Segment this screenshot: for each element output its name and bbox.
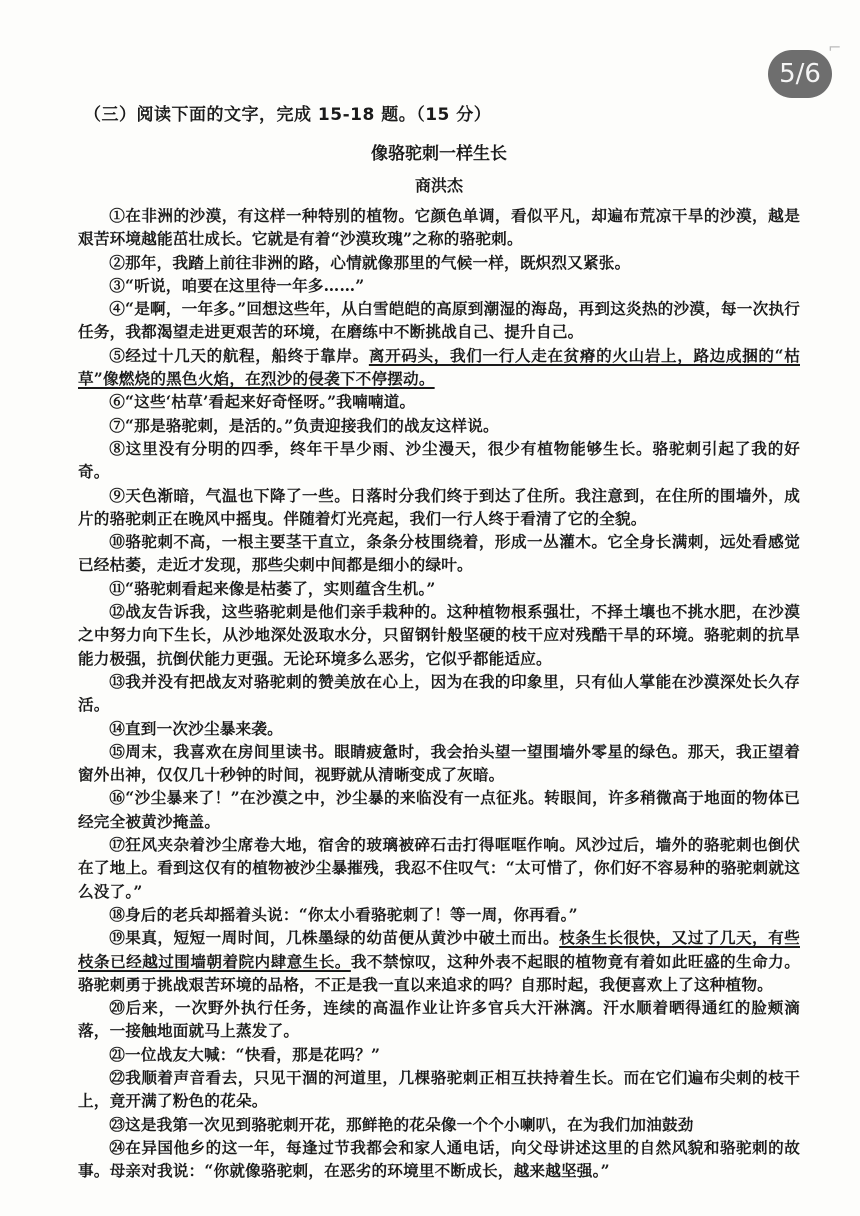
paragraph-1: ①在非洲的沙漠，有这样一种特别的植物。它颜色单调，看似平凡，却遍布荒凉干旱的沙漠，越是艰苦环境越能茁壮成长。它就是有着“沙漠玫瑰”之称的骆驼刺。 [78,206,800,249]
paragraph-8: ⑧这里没有分明的四季，终年干旱少雨、沙尘漫天，很少有植物能够生长。骆驼刺引起了我的好奇。 [78,438,800,482]
paragraph-16: ⑯“沙尘暴来了！”在沙漠之中，沙尘暴的来临没有一点征兆。转眼间，许多稍微高于地面的物体已经完全被黄沙掩盖。 [78,788,800,831]
underlined-sentence-5: 离开码头，我们一行人走在贫瘠的火山岩上，路边成捆的“枯草”像燃烧的黑色火焰，在烈沙的侵袭下不停摆动。 [78,345,800,389]
paragraph-19-after: 我不禁惊叹，这种外表不起眼的植物竟有着如此旺盛的生命力。骆驼刺勇于挑战艰苦环境的品格，不正是我一直以来追求的吗？自那时起，我便喜欢上了这种植物。 [78,951,800,994]
paragraph-18: ⑱身后的老兵却摇着头说：“你太小看骆驼刺了！等一周，你再看。” [109,904,578,924]
paragraph-5-plain: ⑤经过十几天的航程，船终于靠岸。 [109,345,369,365]
paragraph-2: ②那年，我踏上前往非洲的路，心情就像那里的气候一样，既炽烈又紧张。 [109,252,631,272]
paragraph-17: ⑰狂风夹杂着沙尘席卷大地，宿舍的玻璃被碎石击打得哐哐作响。风沙过后，墙外的骆驼刺也倒伏在了地上。看到这仅有的植物被沙尘暴摧残，我忍不住叹气：“太可惜了，你们好不容易种的骆驼刺就这么没了。” [78,835,800,901]
paragraph-14: ⑭直到一次沙尘暴来袭。 [109,718,283,738]
paragraph-3: ③“听说，咱要在这里待一年多……” [109,275,365,295]
article-author: 商洪杰 [414,176,463,195]
paragraph-15: ⑮周末，我喜欢在房间里读书。眼睛疲惫时，我会抬头望一望围墙外零星的绿色。那天，我正望着窗外出神，仅仅几十秒钟的时间，视野就从清晰变成了灰暗。 [78,741,800,785]
paragraph-10: ⑩骆驼刺不高，一根主要茎干直立，条条分枝围绕着，形成一丛灌木。它全身长满刺，远处看感觉已经枯萎，走近才发现，那些尖刺中间都是细小的绿叶。 [78,532,800,575]
paragraph-6: ⑥“这些‘枯草’看起来好奇怪呀。”我喃喃道。 [109,392,416,412]
article-title: 像骆驼刺一样生长 [371,144,507,164]
paragraph-23: ㉓这是我第一次见到骆驼刺开花，那鲜艳的花朵像一个个小喇叭，在为我们加油鼓劲 [109,1114,694,1134]
paragraph-19 [78,926,800,996]
paragraph-9: ⑨天色渐暗，气温也下降了一些。日落时分我们终于到达了住所。我注意到，在住所的围墙外，成片的骆驼刺正在晚风中摇曳。伴随着灯光亮起，我们一行人终于看清了它的全貌。 [78,485,800,528]
paragraph-20: ⑳后来，一次野外执行任务，连续的高温作业让许多官兵大汗淋漓。汗水顺着晒得通红的脸颊滴落，一接触地面就马上蒸发了。 [78,998,800,1041]
section-heading: （三）阅读下面的文字，完成 15-18 题。（15 分） [84,105,492,125]
document-body [78,100,800,1182]
paragraph-12: ⑫战友告诉我，这些骆驼刺是他们亲手栽种的。这种植物根系强壮，不择土壤也不挑水肥，在沙漠之中努力向下生长，从沙地深处汲取水分，只留钢针般坚硬的枝干应对残酷干旱的环境。骆驼刺的抗旱能力极强，抗倒伏能力更强。无论环境多么恶劣，它似乎都能适应。 [78,602,800,668]
paragraph-11: ⑪“骆驼刺看起来像是枯萎了，实则蕴含生机。” [109,578,436,598]
underlined-sentence-19: 枝条生长很快，又过了几天，有些枝条已经越过围墙朝着院内肆意生长。 [78,928,800,971]
paragraph-24: ㉔在异国他乡的这一年，每逢过节我都会和家人通电话，向父母讲述这里的自然风貌和骆驼刺的故事。母亲对我说：“你就像骆驼刺，在恶劣的环境里不断成长，越来越坚强。” [78,1137,800,1181]
paragraph-19-plain: ⑲果真，短短一周时间，几株墨绿的幼苗便从黄沙中破土而出。 [109,928,560,948]
paragraph-21: ㉑一位战友大喊：“快看，那是花吗？” [109,1044,381,1064]
paragraph-5 [78,344,800,391]
paragraph-13: ⑬我并没有把战友对骆驼刺的赞美放在心上，因为在我的印象里，只有仙人掌能在沙漠深处长久存活。 [78,671,800,715]
article-text [78,204,800,1182]
paragraph-22: ㉒我顺着声音看去，只见干涸的河道里，几棵骆驼刺正相互扶持着生长。而在它们遍布尖刺的枝干上，竟开满了粉色的花朵。 [78,1067,800,1111]
page-indicator-badge: 5/6 [768,50,832,98]
paragraph-4: ④“是啊，一年多。”回想这些年，从白雪皑皑的高原到潮湿的海岛，再到这炎热的沙漠，每一次执行任务，我都渴望走进更艰苦的环境，在磨练中不断挑战自己、提升自己。 [78,299,800,342]
paragraph-7: ⑦“那是骆驼刺，是活的。”负责迎接我们的战友这样说。 [109,415,499,435]
corner-glyph: ⌐ [828,38,842,57]
